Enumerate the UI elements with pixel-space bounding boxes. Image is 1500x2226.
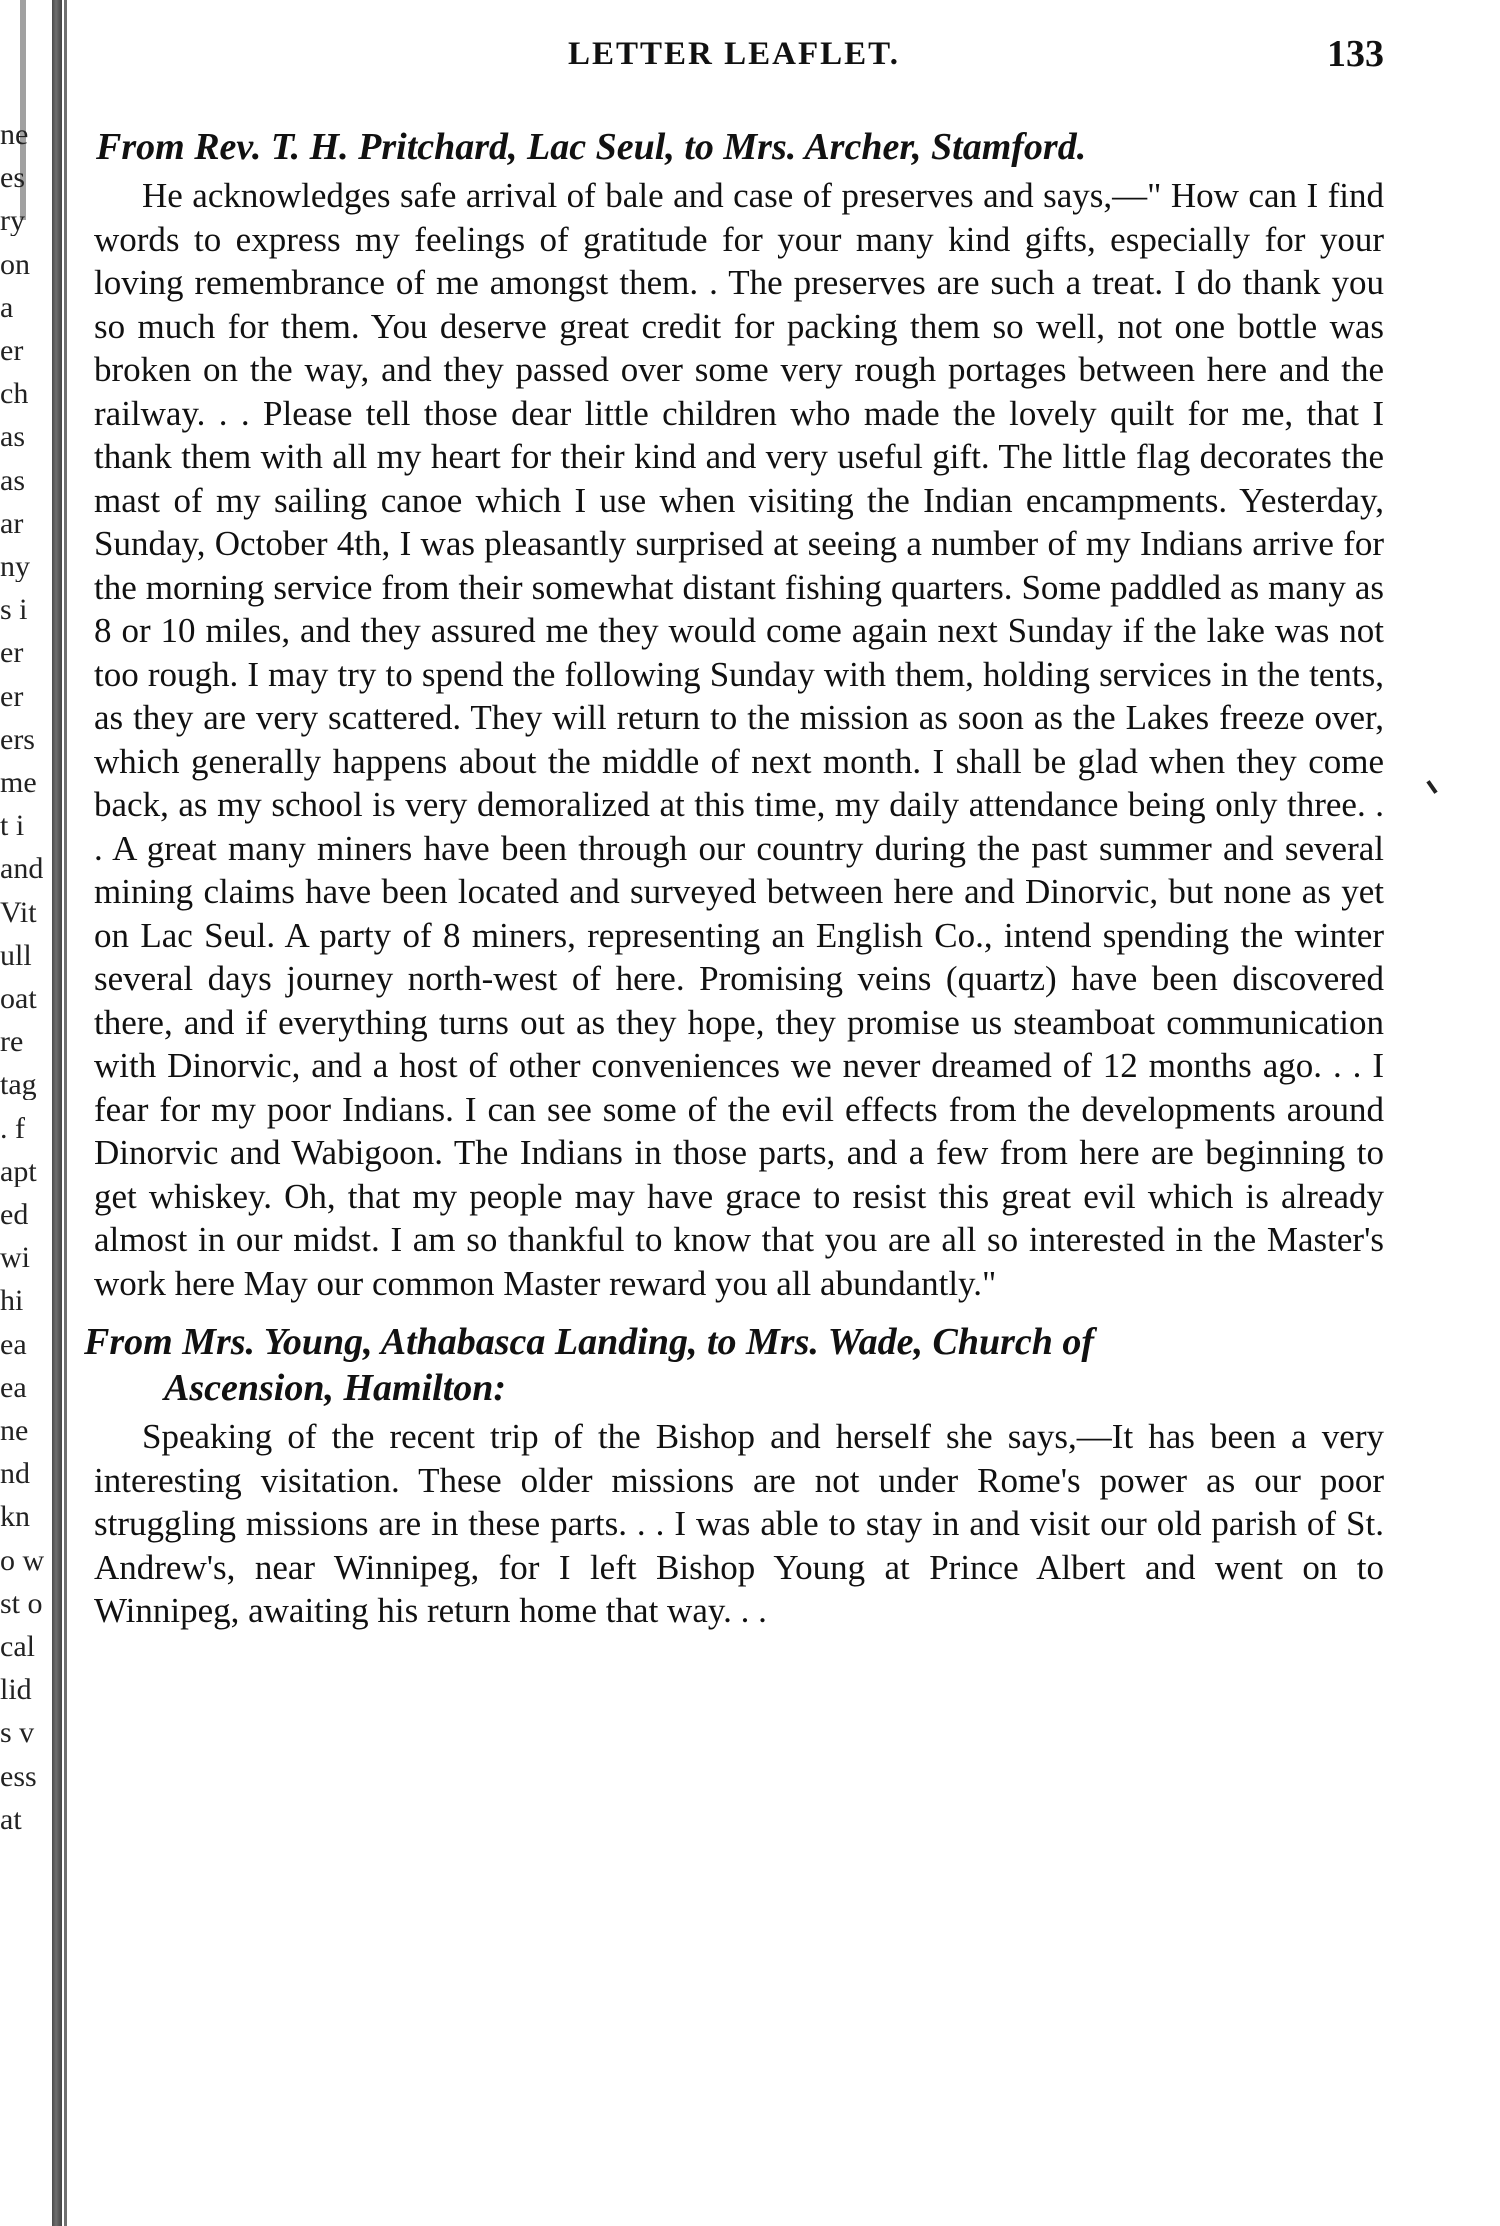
- facing-page-fragment: cal: [0, 1632, 35, 1662]
- facing-page-fragment: hi: [0, 1286, 24, 1317]
- facing-page-fragment: at: [0, 1804, 22, 1835]
- facing-page-fragment: re: [0, 1027, 24, 1058]
- facing-page-fragment: Vit: [0, 897, 37, 928]
- facing-page-fragment: a: [0, 292, 14, 323]
- binding-gutter: [0, 0, 72, 2226]
- letter-heading: From Rev. T. H. Pritchard, Lac Seul, to Mrs. Archer, Stamford.: [96, 126, 1087, 168]
- facing-page-fragment: ne: [0, 1416, 29, 1446]
- facing-page-fragment: as: [0, 465, 25, 496]
- page: [84, 28, 1384, 2178]
- facing-page-fragment: and: [0, 854, 44, 885]
- facing-page-fragment: ea: [0, 1329, 27, 1360]
- facing-page-fragment: oat: [0, 984, 37, 1014]
- facing-page-fragment: o w: [0, 1545, 45, 1576]
- facing-page-fragment: er: [0, 681, 24, 712]
- facing-page-fragment: as: [0, 422, 25, 453]
- facing-page-fragment: tag: [0, 1070, 37, 1101]
- facing-page-fragment: kn: [0, 1502, 30, 1533]
- letter-body: [84, 174, 1384, 1305]
- facing-page-fragment: ne: [0, 120, 29, 150]
- facing-page-fragment: . f: [0, 1113, 25, 1144]
- facing-page-fragment: t i: [0, 811, 25, 842]
- facing-page-fragment: st o: [0, 1588, 43, 1619]
- facing-page-fragment: ea: [0, 1372, 27, 1403]
- facing-page-fragment: er: [0, 336, 24, 366]
- binding-edge-line: [64, 0, 67, 2226]
- facing-page-fragment: ny: [0, 552, 30, 582]
- letter-heading-line: From Mrs. Young, Athabasca Landing, to Mrs. Wade, Church of: [84, 1321, 1095, 1363]
- facing-page-fragment: er: [0, 638, 24, 669]
- letter-body-text: He acknowledges safe arrival of bale and case of preserves and says,—" How can I find words to express my feelings of gratitude for your many kind gifts, especially for your loving remembrance of me amongst them. . The preserves are such a treat. I do thank you so much for them. You deserve great credit for packing them so well, not one bottle was broken on the way, and they passed over some very rough portages between here and the railway. . . Please tell those dear little children who made the lovely quilt for me, that I thank them with all my heart for their kind and very useful gift. The little flag decorates the mast of my sailing canoe which I use when visiting the Indian encampments. Yesterday, Sunday, October 4th, I was pleasantly surprised at seeing a number of my Indians arrive for the morning service from their somewhat distant fishing quarters. Some paddled as many as 8 or 10 miles, and they assured me they would come again next Sunday if the lake was not too rough. I may try to spend the following Sunday with them, holding services in the tents, as they are very scattered. They will return to the mission as soon as the Lakes freeze over, which generally happens about the middle of next month. I shall be glad when they come back, as my school is very demoralized at this time, my daily attendance being only three. . . A great many miners have been through our country during the past summer and several mining claims have been located and surveyed between here and Dinorvic, but none as yet on Lac Seul. A party of 8 miners, representing an English Co., intend spending the winter several days journey north-west of here. Promising veins (quartz) have been discovered there, and if everything turns out as they hope, they promise us steamboat communication with Dinorvic, and a host of other conveniences we never dreamed of 12 months ago. . . I fear for my poor Indians. I can see some of the evil effects from the developments around Dinorvic and Wabigoon. The Indians in those parts, and a few from here are beginning to get whiskey. Oh, that my people may have grace to resist this great evil which is already almost in our midst. I am so thankful to know that you are all so interested in the Master's work here May our common Master reward you all abundantly.": [94, 176, 1384, 1303]
- facing-page-fragment: ed: [0, 1200, 29, 1230]
- facing-page-fragment: ess: [0, 1761, 37, 1792]
- letter-heading-continuation: Ascension, Hamilton:: [164, 1367, 507, 1409]
- facing-page-fragment: nd: [0, 1459, 30, 1490]
- letter-heading: [84, 1319, 1384, 1411]
- facing-page-fragment: wi: [0, 1243, 30, 1274]
- running-head: [84, 28, 1384, 88]
- facing-page-fragment: ry: [0, 206, 25, 237]
- page-number: 133: [1327, 33, 1384, 75]
- facing-page-fragment: apt: [0, 1156, 37, 1187]
- facing-page-fragment: me: [0, 768, 37, 798]
- facing-page-fragment: s v: [0, 1718, 35, 1749]
- facing-page-fragment: lid: [0, 1675, 32, 1706]
- facing-page-fragment: ull: [0, 940, 32, 971]
- letter-body: [84, 1415, 1384, 1633]
- facing-page-fragment: es: [0, 163, 25, 194]
- running-title: LETTER LEAFLET.: [568, 36, 900, 72]
- facing-page-fragment: ch: [0, 379, 29, 410]
- letter-body-text: Speaking of the recent trip of the Bishop and herself she says,—It has been a very interesting visitation. These older missions are not under Rome's power as our poor struggling missions are in these parts. . . I was able to stay in and visit our old parish of St. Andrew's, near Winnipeg, for I left Bishop Young at Prince Albert and went on to Winnipeg, awaiting his return home that way. . .: [94, 1417, 1384, 1630]
- facing-page-fragment: ar: [0, 508, 24, 539]
- facing-page-fragment: s i: [0, 595, 28, 626]
- facing-page-fragment: ers: [0, 724, 35, 755]
- stray-ink-mark: [1426, 780, 1437, 794]
- facing-page-fragment: on: [0, 249, 30, 280]
